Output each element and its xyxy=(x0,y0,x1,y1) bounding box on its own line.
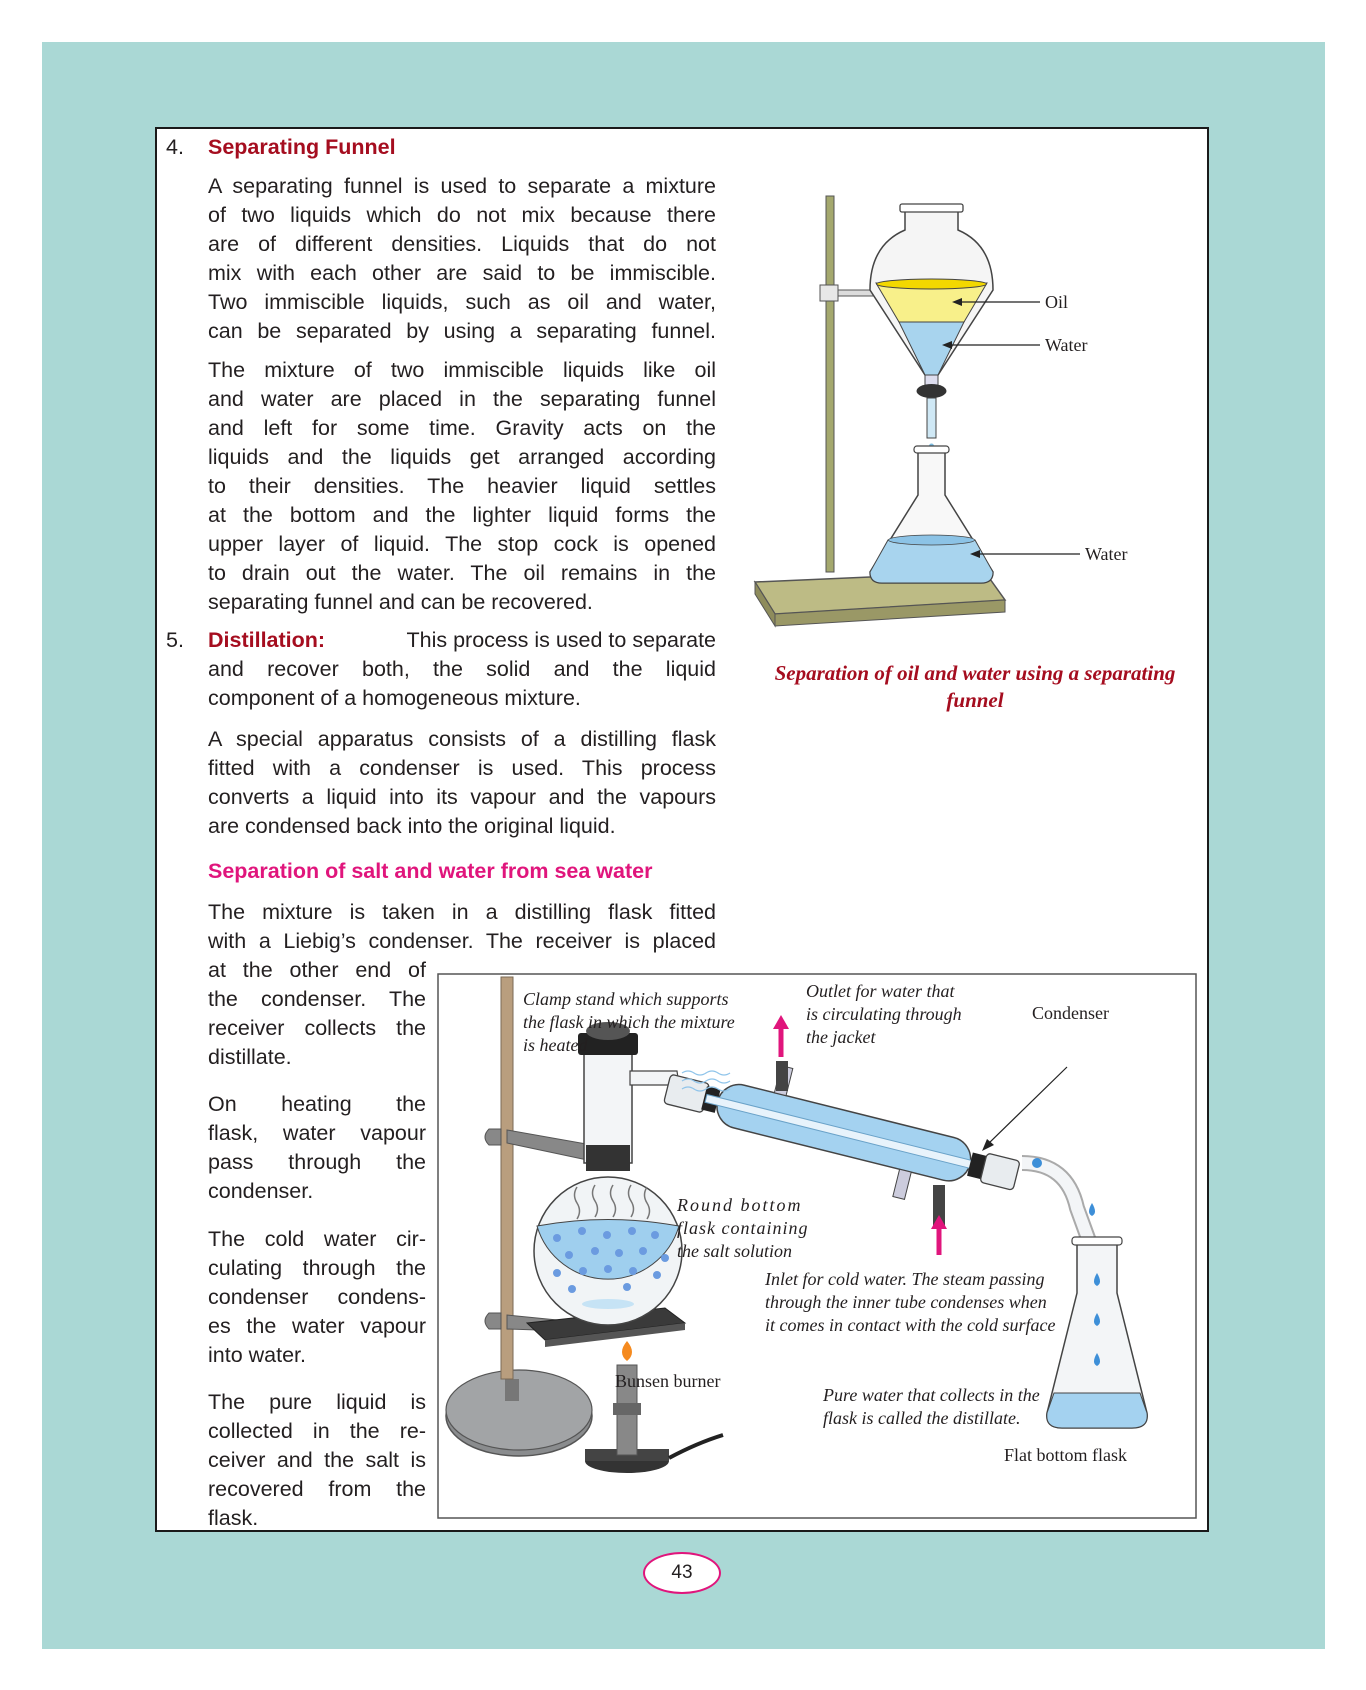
text-line: to their densities. The heavier liquid settles xyxy=(208,474,716,498)
stopcock xyxy=(917,384,947,398)
section-4-para1 xyxy=(208,172,716,346)
text-line: liquids and the liquids get arranged according xyxy=(208,445,716,469)
label-water-funnel: Water xyxy=(1045,335,1088,355)
text-line: ceiver and the salt is xyxy=(208,1448,426,1472)
receiver-rim xyxy=(1072,1237,1122,1245)
oil-surface xyxy=(877,279,987,289)
distillation-figure xyxy=(437,973,1197,1519)
distillate-label: Pure water that collects in the flask is called the distillate. xyxy=(823,1385,1040,1428)
section-4-title: Separating Funnel xyxy=(208,135,396,159)
label-water-flask: Water xyxy=(1085,544,1128,564)
text-line: On heating the xyxy=(208,1092,426,1116)
text-line: The pure liquid is xyxy=(208,1390,426,1414)
text-line: collected in the re- xyxy=(208,1419,426,1443)
funnel-caption xyxy=(750,660,1200,714)
inlet-label: Inlet for cold water. The steam passing through the inner tube condenses when it comes in contact with the cold surface xyxy=(765,1269,1056,1335)
text-line: flask. xyxy=(208,1506,259,1530)
text-line: es the water vapour xyxy=(208,1314,426,1338)
text-line: This process is used to separate xyxy=(406,628,716,652)
section-5-para3 xyxy=(208,898,716,956)
drop xyxy=(1032,1158,1042,1168)
text-line: The cold water cir- xyxy=(208,1227,426,1251)
text-line: with a Liebig’s condenser. The receiver is placed xyxy=(208,929,716,953)
text-line: and water are placed in the separating funnel xyxy=(208,387,716,411)
section-5-para2 xyxy=(208,725,716,841)
flask-reflection xyxy=(582,1299,634,1309)
text-line: upper layer of liquid. The stop cock is opened xyxy=(208,532,716,556)
burner-collar xyxy=(613,1403,641,1415)
text-line: are of different densities. Liquids that do not xyxy=(208,232,716,256)
section-5-para4 xyxy=(208,1090,426,1206)
section-5-number: 5. xyxy=(166,628,184,652)
text-line: The mixture of two immiscible liquids like oil xyxy=(208,358,716,382)
text-line: A separating funnel is used to separate a mixture xyxy=(208,174,716,198)
text-line: converts a liquid into its vapour and the vapours xyxy=(208,785,716,809)
stand-rod xyxy=(826,196,834,572)
water-in-flask xyxy=(870,540,993,583)
outlet-label: Outlet for water that is circulating through the jacket xyxy=(806,981,962,1047)
text-line: condenser. xyxy=(208,1179,314,1203)
clamp-label: Clamp stand which supports the flask in which the mixture is heated xyxy=(523,989,735,1055)
flask-rim xyxy=(914,446,949,453)
section-5-title: Distillation: xyxy=(208,628,326,652)
outlet-tube xyxy=(776,1061,788,1091)
section-5-para3-narrow xyxy=(208,956,426,1072)
text-line: recovered from the xyxy=(208,1477,426,1501)
funnel-stopper xyxy=(900,204,963,212)
section-4-para2 xyxy=(208,356,716,617)
text-line: are condensed back into the original liquid. xyxy=(208,814,616,838)
text-line: into water. xyxy=(208,1343,306,1367)
text-line: pass through the xyxy=(208,1150,426,1174)
text-line: receiver collects the xyxy=(208,1016,426,1040)
section-5-first-line xyxy=(208,626,716,655)
flask-water-surface xyxy=(889,535,975,545)
text-line: distillate. xyxy=(208,1045,292,1069)
text-line: of two liquids which do not mix because there xyxy=(208,203,716,227)
text-line: mix with each other are said to be immiscible. xyxy=(208,261,716,285)
text-line: condenser condens- xyxy=(208,1285,426,1309)
burner-label: Bunsen burner xyxy=(615,1371,721,1391)
flask-label: Round bottom flask containing the salt solution xyxy=(677,1195,809,1261)
text-line: Two immiscible liquids, such as oil and water, xyxy=(208,290,716,314)
text-line: A special apparatus consists of a distilling flask xyxy=(208,727,716,751)
text-line: fitted with a condenser is used. This process xyxy=(208,756,716,780)
caption-line: Separation of oil and water using a separating xyxy=(774,661,1176,685)
section-5-para6 xyxy=(208,1388,426,1533)
page-number: 43 xyxy=(643,1552,721,1594)
text-line: and recover both, the solid and the liquid xyxy=(208,657,716,681)
text-line: at the other end of xyxy=(208,958,426,982)
separating-funnel-figure xyxy=(740,190,1160,660)
text-line: component of a homogeneous mixture. xyxy=(208,686,581,710)
text-line: and left for some time. Gravity acts on the xyxy=(208,416,716,440)
text-line: flask, water vapour xyxy=(208,1121,426,1145)
section-4-number: 4. xyxy=(166,135,184,159)
text-line: the condenser. The xyxy=(208,987,426,1011)
text-line: at the bottom and the lighter liquid forms the xyxy=(208,503,716,527)
section-5-para5 xyxy=(208,1225,426,1370)
rod-foot xyxy=(505,1379,519,1401)
label-oil: Oil xyxy=(1045,292,1069,312)
condenser-label: Condenser xyxy=(1032,1003,1109,1023)
funnel-tip xyxy=(927,398,936,438)
text-line: separating funnel and can be recovered. xyxy=(208,590,593,614)
text-line: The mixture is taken in a distilling flask fitted xyxy=(208,900,716,924)
text-line: can be separated by using a separating funnel. xyxy=(208,319,716,343)
caption-line: funnel xyxy=(946,688,1004,712)
text-line: culating through the xyxy=(208,1256,426,1280)
subheading-salt-water: Separation of salt and water from sea water xyxy=(208,859,653,883)
boss-lower xyxy=(485,1313,501,1329)
boss-upper xyxy=(485,1129,501,1145)
section-5-intro xyxy=(208,655,716,713)
flat-flask-label: Flat bottom flask xyxy=(1004,1445,1127,1465)
distillate xyxy=(1047,1393,1147,1428)
flask-clamp xyxy=(586,1145,630,1171)
clamp xyxy=(820,285,838,301)
text-line: to drain out the water. The oil remains in the xyxy=(208,561,716,585)
